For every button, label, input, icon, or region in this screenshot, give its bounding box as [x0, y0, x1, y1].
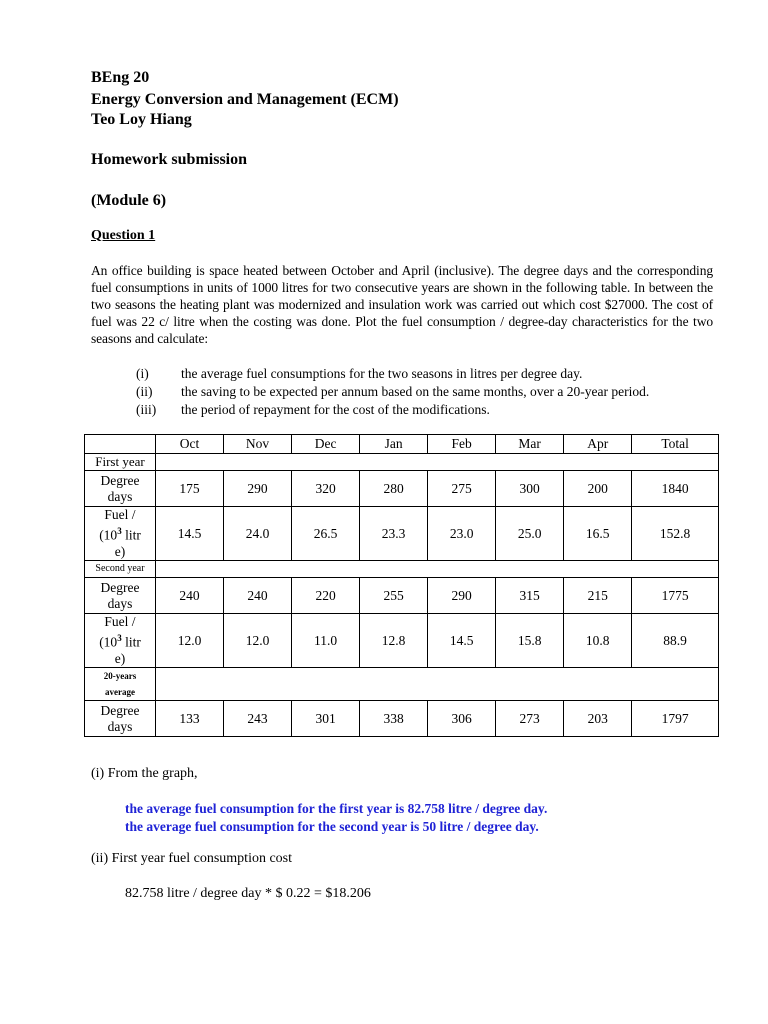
column-header: Nov — [224, 435, 292, 454]
table-cell: 255 — [360, 578, 428, 614]
table-cell: 306 — [428, 701, 496, 737]
table-cell: 16.5 — [564, 507, 632, 561]
item-text: the average fuel consumptions for the two seasons in litres per degree day. — [181, 366, 583, 381]
author-name: Teo Loy Hiang — [91, 111, 192, 128]
table-cell: 290 — [224, 471, 292, 507]
table-cell: 301 — [292, 701, 360, 737]
table-cell: 24.0 — [224, 507, 292, 561]
table-cell: 275 — [428, 471, 496, 507]
table-cell: 338 — [360, 701, 428, 737]
table-cell: 273 — [496, 701, 564, 737]
table-cell: 25.0 — [496, 507, 564, 561]
degree-days-label: Degree days — [85, 471, 156, 507]
item-text: the saving to be expected per annum based on the same months, over a 20-year period. — [181, 384, 650, 399]
table-cell: 26.5 — [292, 507, 360, 561]
average-degree-row — [85, 701, 719, 737]
table-cell: 14.5 — [156, 507, 224, 561]
item-number: (i) — [136, 366, 149, 381]
question-paragraph: An office building is space heated between October and April (inclusive). The degree days and the corresponding fuel consumptions in units of 1000 litres for two consecutive years are shown in the following table. In between the two seasons the heating plant was modernized and insulation work was carried out which cost $27000. The cost of fuel was 22 c/ litre when the costing was done. Plot the fuel consumption / degree-day characteristics for the two seasons and calculate: — [91, 263, 713, 346]
item-number: (ii) — [136, 384, 153, 399]
item-text: the period of repayment for the cost of the modifications. — [181, 402, 490, 417]
degree-days-label: Degree days — [85, 701, 156, 737]
first-year-degree-row — [85, 471, 719, 507]
first-year-label: First year — [85, 454, 156, 471]
column-header: Jan — [360, 435, 428, 454]
table-cell: 12.0 — [224, 614, 292, 668]
table-cell: 10.8 — [564, 614, 632, 668]
table-cell: 220 — [292, 578, 360, 614]
average-label: 20-years average — [85, 668, 156, 701]
section-spacer-cell — [156, 454, 719, 471]
table-cell: 12.0 — [156, 614, 224, 668]
table-cell: 320 — [292, 471, 360, 507]
column-header: Dec — [292, 435, 360, 454]
answer-second-year: the average fuel consumption for the second year is 50 litre / degree day. — [125, 819, 539, 834]
average-section-row — [85, 668, 719, 701]
section-spacer-cell — [156, 668, 719, 701]
table-cell: 240 — [224, 578, 292, 614]
table-cell: 14.5 — [428, 614, 496, 668]
submission-title: Homework submission — [91, 151, 248, 168]
answer-first-year: the average fuel consumption for the first year is 82.758 litre / degree day. — [125, 801, 548, 816]
table-cell: 280 — [360, 471, 428, 507]
table-cell: 1797 — [632, 701, 719, 737]
table-cell: 240 — [156, 578, 224, 614]
table-cell: 315 — [496, 578, 564, 614]
table-cell: 175 — [156, 471, 224, 507]
table-cell: 133 — [156, 701, 224, 737]
column-header: Mar — [496, 435, 564, 454]
question-item-3 — [136, 401, 736, 418]
degree-days-label: Degree days — [85, 578, 156, 614]
degree-day-table — [84, 434, 719, 737]
table-cell: 15.8 — [496, 614, 564, 668]
column-header: Oct — [156, 435, 224, 454]
table-corner-cell — [85, 435, 156, 454]
second-year-degree-row — [85, 578, 719, 614]
course-name: Energy Conversion and Management (ECM) — [91, 91, 399, 108]
course-code: BEng 20 — [91, 69, 150, 86]
table-cell: 23.3 — [360, 507, 428, 561]
table-cell: 215 — [564, 578, 632, 614]
first-year-fuel-row — [85, 507, 719, 561]
section-spacer-cell — [156, 561, 719, 578]
question-title: Question 1 — [91, 228, 156, 243]
column-header: Feb — [428, 435, 496, 454]
table-cell: 12.8 — [360, 614, 428, 668]
table-cell: 1840 — [632, 471, 719, 507]
table-cell: 243 — [224, 701, 292, 737]
item-number: (iii) — [136, 402, 157, 417]
question-item-2 — [136, 383, 736, 400]
first-year-section-row — [85, 454, 719, 471]
table-cell: 23.0 — [428, 507, 496, 561]
table-cell: 1775 — [632, 578, 719, 614]
second-year-section-row — [85, 561, 719, 578]
fuel-label: Fuel / ($10^3$ litr e) — [85, 614, 156, 668]
answer-part1-intro: (i) From the graph, — [91, 766, 198, 781]
fuel-label: Fuel / ($10^3$ litr e) — [85, 507, 156, 561]
column-header: Total — [632, 435, 719, 454]
question-item-1 — [136, 365, 736, 382]
table-cell: 11.0 — [292, 614, 360, 668]
table-cell: 152.8 — [632, 507, 719, 561]
second-year-label: Second year — [85, 561, 156, 578]
table-cell: 200 — [564, 471, 632, 507]
table-cell: 290 — [428, 578, 496, 614]
table-header-row — [85, 435, 719, 454]
table-cell: 88.9 — [632, 614, 719, 668]
column-header: Apr — [564, 435, 632, 454]
table-cell: 203 — [564, 701, 632, 737]
second-year-fuel-row — [85, 614, 719, 668]
module-title: (Module 6) — [91, 192, 167, 209]
answer-part2-calc: 82.758 litre / degree day * $ 0.22 = $18.206 — [125, 886, 371, 901]
table-cell: 300 — [496, 471, 564, 507]
answer-part2-intro: (ii) First year fuel consumption cost — [91, 851, 293, 866]
